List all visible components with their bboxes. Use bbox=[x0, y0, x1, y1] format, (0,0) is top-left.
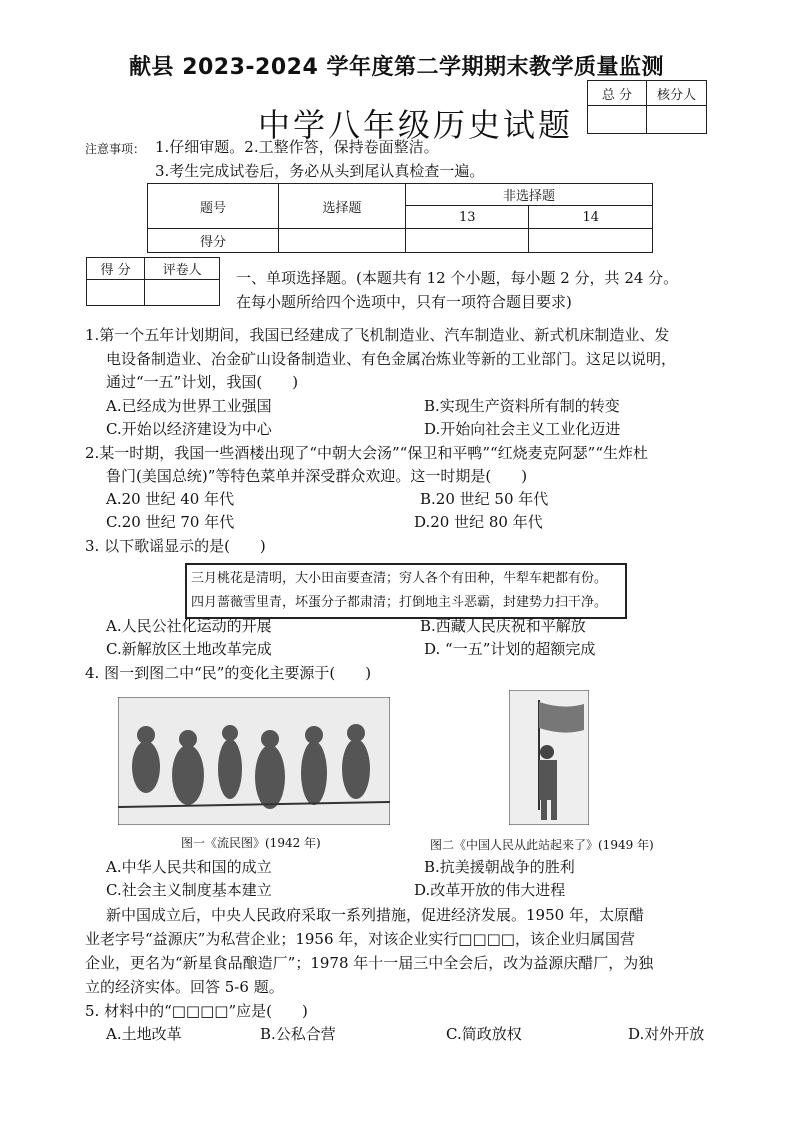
q1-option-b[interactable]: B.实现生产资料所有制的转变 bbox=[424, 397, 620, 415]
notes-label: 注意事项： bbox=[85, 142, 146, 156]
q3-option-a[interactable]: A.人民公社化运动的开展 bbox=[106, 617, 272, 635]
q1-option-d[interactable]: D.开始向社会主义工业化迈进 bbox=[424, 420, 621, 438]
grader-score-cell[interactable] bbox=[87, 280, 145, 306]
refugee-painting-image bbox=[118, 697, 390, 825]
choice-score-cell[interactable] bbox=[279, 229, 406, 253]
checker-label: 核分人 bbox=[647, 81, 707, 106]
q13-score-cell[interactable] bbox=[406, 229, 529, 253]
total-score-label: 总 分 bbox=[588, 81, 647, 106]
q2-option-d[interactable]: D.20 世纪 80 年代 bbox=[414, 513, 543, 531]
standing-up-poster-image bbox=[509, 690, 589, 825]
q4-option-c[interactable]: C.社会主义制度基本建立 bbox=[106, 881, 272, 899]
q3-option-b[interactable]: B.西藏人民庆祝和平解放 bbox=[420, 617, 586, 635]
col-choice-header: 选择题 bbox=[279, 184, 406, 229]
q3-song-line-2: 四月蔷薇雪里青，坏蛋分子都肃清；打倒地主斗恶霸，封建势力扫干净。 bbox=[191, 595, 608, 610]
material-line-2: 业老字号“益源庆”为私营企业；1956 年，对该企业实行□□□□，该企业归属国营 bbox=[85, 930, 635, 948]
q5-option-c[interactable]: C.简政放权 bbox=[446, 1025, 522, 1043]
material-line-3: 企业，更名为“新星食品酿造厂”；1978 年十一届三中全会后，改为益源庆醋厂，为独 bbox=[85, 954, 654, 972]
total-score-box bbox=[587, 80, 707, 134]
grader-name-label: 评卷人 bbox=[145, 258, 220, 280]
q2-option-b[interactable]: B.20 世纪 50 年代 bbox=[420, 490, 549, 508]
q2-line-2: 鲁门(美国总统)”等特色菜单并深受群众欢迎。这一时期是( ) bbox=[106, 467, 528, 485]
q5-option-b[interactable]: B.公私合营 bbox=[260, 1025, 336, 1043]
q3-song-line-1: 三月桃花是清明，大小田亩要查清；穷人各个有田种，牛犁车耙都有份。 bbox=[191, 571, 608, 586]
q1-line-3: 通过“一五”计划，我国( ) bbox=[106, 373, 299, 391]
figure-1-caption: 图一《流民图》(1942 年) bbox=[181, 836, 321, 850]
q3-line-1: 3. 以下歌谣显示的是( ) bbox=[85, 537, 266, 555]
q1-line-2: 电设备制造业、冶金矿山设备制造业、有色金属冶炼业等新的工业部门。这足以说明， bbox=[106, 350, 677, 368]
q4-option-a[interactable]: A.中华人民共和国的成立 bbox=[106, 858, 272, 876]
q14-header: 14 bbox=[529, 206, 653, 229]
notes-line-3: 3.考生完成试卷后，务必从头到尾认真检查一遍。 bbox=[155, 162, 485, 180]
total-score-cell[interactable] bbox=[588, 106, 647, 134]
checker-cell[interactable] bbox=[647, 106, 707, 134]
section-heading: 一、单项选择题。(本题共有 12 个小题，每小题 2 分，共 24 分。 bbox=[236, 269, 679, 287]
q13-header: 13 bbox=[406, 206, 529, 229]
col-nonchoice-header: 非选择题 bbox=[406, 184, 653, 206]
material-line-4: 立的经济实体。回答 5-6 题。 bbox=[85, 978, 284, 996]
grader-box bbox=[86, 257, 220, 306]
q5-option-a[interactable]: A.土地改革 bbox=[106, 1025, 182, 1043]
q4-option-b[interactable]: B.抗美援朝战争的胜利 bbox=[424, 858, 575, 876]
q2-line-1: 2.某一时期，我国一些酒楼出现了“中朝大会汤”“保卫和平鸭”“红烧麦克阿瑟”“生炸杜 bbox=[85, 444, 648, 462]
grader-name-cell[interactable] bbox=[145, 280, 220, 306]
exam-title: 献县 2023-2024 学年度第二学期期末教学质量监测 bbox=[129, 55, 664, 80]
q2-option-c[interactable]: C.20 世纪 70 年代 bbox=[106, 513, 235, 531]
grader-score-label: 得 分 bbox=[87, 258, 145, 280]
score-table bbox=[147, 183, 653, 253]
notes-line-1: 1.仔细审题。2.工整作答，保持卷面整洁。 bbox=[155, 138, 439, 156]
section-heading-2: 在每小题所给四个选项中，只有一项符合题目要求) bbox=[236, 293, 572, 311]
q4-line-1: 4. 图一到图二中“民”的变化主要源于( ) bbox=[85, 664, 372, 682]
q14-score-cell[interactable] bbox=[529, 229, 653, 253]
q1-option-a[interactable]: A.已经成为世界工业强国 bbox=[106, 397, 272, 415]
col-number-header: 题号 bbox=[148, 184, 279, 229]
q3-option-c[interactable]: C.新解放区土地改革完成 bbox=[106, 640, 272, 658]
q3-song-box bbox=[185, 563, 627, 619]
exam-subtitle: 中学八年级历史试题 bbox=[258, 106, 574, 144]
q3-option-d[interactable]: D. “一五”计划的超额完成 bbox=[424, 640, 596, 658]
q1-line-1: 1.第一个五年计划期间，我国已经建成了飞机制造业、汽车制造业、新式机床制造业、发 bbox=[85, 326, 670, 344]
q1-option-c[interactable]: C.开始以经济建设为中心 bbox=[106, 420, 272, 438]
q5-line-1: 5. 材料中的“□□□□”应是( ) bbox=[85, 1002, 308, 1020]
q2-option-a[interactable]: A.20 世纪 40 年代 bbox=[106, 490, 235, 508]
row-score-label: 得分 bbox=[148, 229, 279, 253]
material-line-1: 新中国成立后，中央人民政府采取一系列措施，促进经济发展。1950 年，太原醋 bbox=[106, 906, 644, 924]
q5-option-d[interactable]: D.对外开放 bbox=[628, 1025, 705, 1043]
figure-2-caption: 图二《中国人民从此站起来了》(1949 年) bbox=[430, 838, 654, 852]
q4-option-d[interactable]: D.改革开放的伟大进程 bbox=[414, 881, 566, 899]
